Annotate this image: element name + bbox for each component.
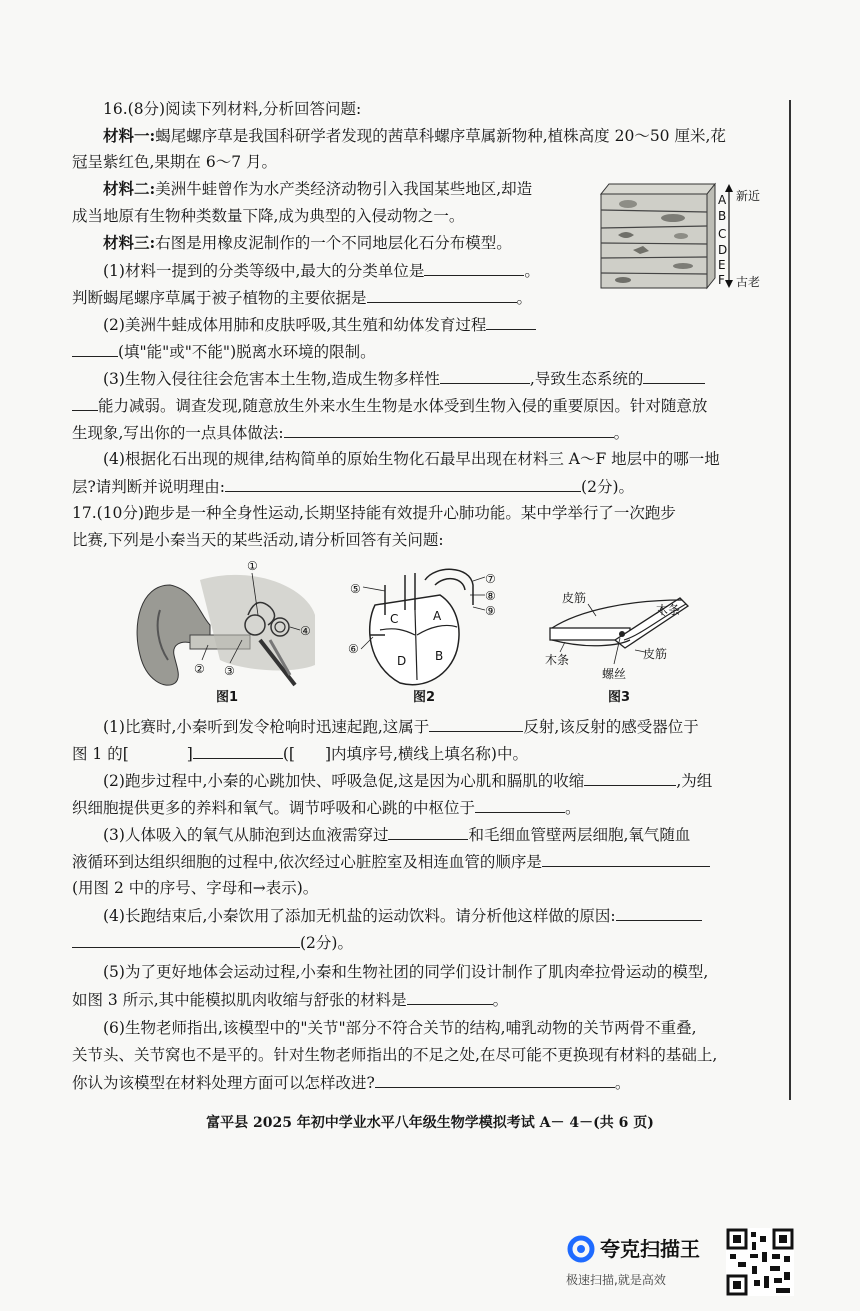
scanner-brand: 夸克扫描王: [600, 1237, 700, 1261]
q16-material-1-cont: 冠呈紫红色,果期在 6～7 月。: [72, 153, 278, 171]
stratum-label-d: D: [718, 243, 728, 257]
margin-line: [789, 100, 791, 1100]
q16-material-3: 材料三:右图是用橡皮泥制作的一个不同地层化石分布模型。: [103, 233, 512, 252]
fig3-label-band-top: 皮筋: [562, 591, 587, 605]
figure-3-muscle-model: [540, 590, 725, 690]
figure-3-caption: 图3: [608, 690, 631, 705]
q16-part-3-b: 能力减弱。调查发现,随意放生外来水生生物是水体受到生物入侵的重要原因。针对随意放: [72, 395, 707, 416]
fig1-label-4: ④: [300, 624, 311, 638]
fig2-label-9: ⑨: [485, 604, 496, 618]
q16-part-2-b: (填"能"或"不能")脱离水环境的限制。: [72, 341, 376, 362]
q16-material-2-cont: 成当地原有生物种类数量下降,成为典型的入侵动物之一。: [72, 207, 465, 225]
q17-part-4-b: (2分)。: [72, 932, 353, 953]
fig2-label-8: ⑧: [485, 589, 496, 603]
q16-material-2: 材料二:美洲牛蛙曾作为水产类经济动物引入我国某些地区,却造: [103, 179, 533, 198]
fig2-label-6: ⑥: [348, 642, 359, 656]
q17-part-3-c: (用图 2 中的序号、字母和→表示)。: [72, 879, 319, 897]
q17-part-2-b: 织细胞提供更多的养料和氧气。调节呼吸和心跳的中枢位于 。: [72, 799, 581, 817]
q17-heading: 17.(10分)跑步是一种全身性运动,长期坚持能有效提升心肺功能。某中学举行了一次跑步: [72, 504, 676, 522]
q16-part-1-b: 判断蝎尾螺序草属于被子植物的主要依据是 。: [72, 289, 533, 307]
q16-heading: 16.(8分)阅读下列材料,分析回答问题:: [103, 100, 362, 118]
strata-fossil-model: [583, 180, 773, 292]
fig3-label-screw: 螺丝: [602, 667, 627, 681]
stratum-label-b: B: [718, 209, 727, 223]
fig2-label-5: ⑤: [350, 582, 361, 596]
q17-part-5: (5)为了更好地体会运动过程,小秦和生物社团的同学们设计制作了肌肉牵拉骨运动的模型,: [103, 963, 709, 981]
q17-part-3-b: 液循环到达组织细胞的过程中,依次经过心脏腔室及相连血管的顺序是: [72, 851, 710, 872]
q16-part-3: (3)生物入侵往往会危害本土生物,造成生物多样性 ,导致生态系统的: [103, 368, 705, 389]
fig2-chamber-b: B: [435, 649, 444, 663]
q16-part-4: (4)根据化石出现的规律,结构简单的原始生物化石最早出现在材料三 A～F 地层中的哪一地: [103, 450, 720, 468]
fig3-label-stick-left: 木条: [545, 653, 570, 667]
stratum-bottom-label: 古老: [736, 275, 761, 289]
q16-part-4-b: 层?请判断并说明理由: (2分)。: [72, 478, 635, 496]
stratum-label-a: A: [718, 193, 727, 207]
q16-part-3-c: 生现象,写出你的一点具体做法: 。: [72, 424, 630, 442]
fig2-chamber-c: C: [390, 612, 399, 626]
fig1-label-1: ①: [247, 559, 258, 573]
quark-logo-icon: [566, 1234, 596, 1264]
q17-part-5-b: 如图 3 所示,其中能模拟肌肉收缩与舒张的材料是 。: [72, 991, 509, 1009]
fig3-label-stick-right: 木条: [656, 603, 681, 617]
q17-part-3: (3)人体吸入的氧气从肺泡到达血液需穿过 和毛细血管壁两层细胞,氧气随血: [103, 826, 691, 844]
q17-part-2: (2)跑步过程中,小秦的心跳加快、呼吸急促,这是因为心肌和膈肌的收缩 ,为组: [103, 772, 713, 790]
q16-material-1: 材料一:蝎尾螺序草是我国科研学者发现的茜草科螺序草属新物种,植株高度 20～50 厘米,花: [103, 126, 726, 145]
scanner-slogan: 极速扫描,就是高效: [566, 1273, 666, 1287]
q17-part-6-c: 你认为该模型在材料处理方面可以怎样改进? 。: [72, 1074, 631, 1092]
q17-part-4: (4)长跑结束后,小秦饮用了添加无机盐的运动饮料。请分析他这样做的原因:: [103, 905, 702, 926]
fig1-label-3: ③: [224, 664, 235, 678]
q16-part-1: (1)材料一提到的分类等级中,最大的分类单位是 。: [103, 262, 540, 280]
stratum-label-f: F: [718, 273, 725, 287]
stratum-label-e: E: [718, 258, 726, 272]
qr-code-icon: [726, 1228, 794, 1296]
stratum-top-label: 新近: [736, 189, 761, 203]
fig2-chamber-a: A: [433, 609, 442, 623]
q16-part-2: (2)美洲牛蛙成体用肺和皮肤呼吸,其生殖和幼体发育过程: [103, 314, 536, 335]
figure-2-heart: [345, 565, 505, 690]
q17-part-6: (6)生物老师指出,该模型中的"关节"部分不符合关节的结构,哺乳动物的关节两骨不重叠,: [103, 1019, 697, 1037]
fig2-chamber-d: D: [397, 654, 407, 668]
q17-part-1-b: 图 1 的[ ] ([ ]内填序号,横线上填名称)中。: [72, 745, 528, 763]
figure-2-caption: 图2: [413, 690, 436, 705]
figure-1-caption: 图1: [216, 690, 239, 705]
stratum-label-c: C: [718, 227, 727, 241]
q17-part-6-b: 关节头、关节窝也不是平的。针对生物老师指出的不足之处,在尽可能不更换现有材料的基础上,: [72, 1046, 718, 1064]
fig1-label-2: ②: [194, 662, 205, 676]
fig2-label-7: ⑦: [485, 572, 496, 586]
page-footer: 富平县 2025 年初中学业水平八年级生物学模拟考试 A－ 4－(共 6 页): [206, 1115, 654, 1131]
q17-part-1: (1)比赛时,小秦听到发令枪响时迅速起跑,这属于 反射,该反射的感受器位于: [103, 718, 699, 736]
figure-1-ear: [130, 555, 325, 705]
fig3-label-band-bottom: 皮筋: [643, 647, 668, 661]
q17-heading-cont: 比赛,下列是小秦当天的某些活动,请分析回答有关问题:: [72, 531, 444, 549]
